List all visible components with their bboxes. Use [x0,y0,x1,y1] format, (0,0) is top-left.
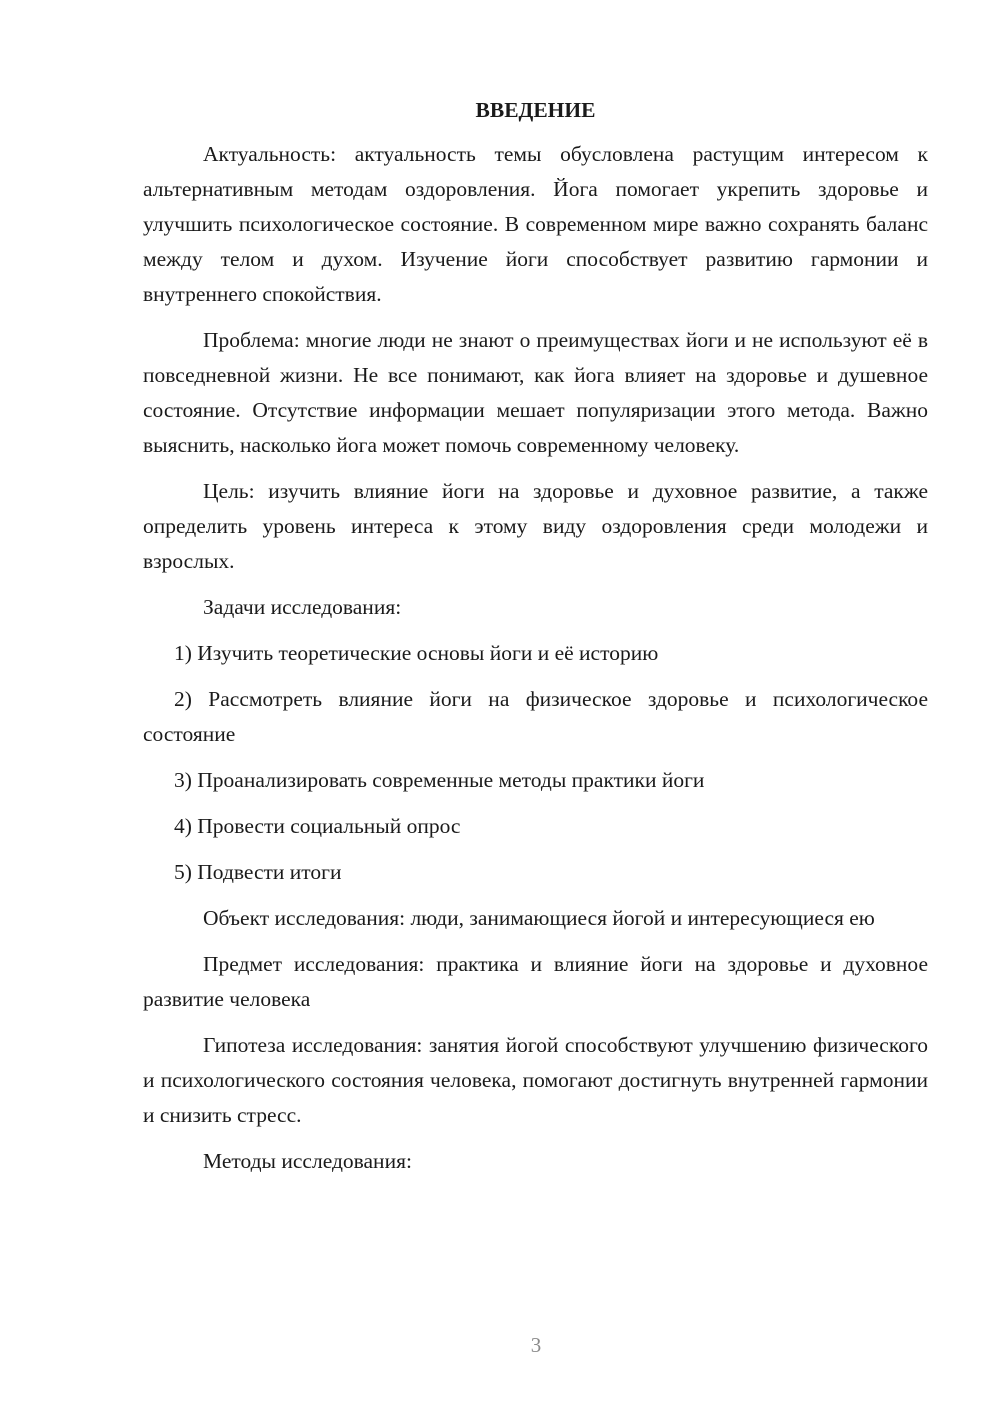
paragraph-object: Объект исследования: люди, занимающиеся йогой и интересующиеся ею [203,906,875,930]
paragraph-relevance: Актуальность: актуальность темы обусловлена растущим интересом к альтернативным методам оздоровления. Йога помогает укрепить здоровье и улучшить психологическое состояние. В современном мире важно сохранять баланс между телом и духом. Изучение йоги способствует развитию гармонии и внутреннего спокойствия. [143,142,928,306]
paragraph-subject: Предмет исследования: практика и влияние йоги на здоровье и духовное развитие человека [143,952,928,1011]
section-title: ВВЕДЕНИЕ [475,98,596,122]
task-item-5: 5) Подвести итоги [174,860,342,884]
page-number: 3 [530,1333,542,1357]
paragraph-problem: Проблема: многие люди не знают о преимуществах йоги и не используют её в повседневной жизни. Не все понимают, как йога влияет на здоровье и душевное состояние. Отсутствие информации мешает популяризации этого метода. Важно выяснить, насколько йога может помочь современному человеку. [143,328,928,457]
tasks-list [143,636,928,890]
methods-heading: Методы исследования: [203,1149,412,1173]
document-page [143,92,928,1190]
task-item-3: 3) Проанализировать современные методы практики йоги [174,768,705,792]
paragraph-goal: Цель: изучить влияние йоги на здоровье и духовное развитие, а также определить уровень интереса к этому виду оздоровления среди молодежи и взрослых. [143,479,928,573]
task-item-2: 2) Рассмотреть влияние йоги на физическое здоровье и психологическое состояние [143,687,928,746]
task-item-1: 1) Изучить теоретические основы йоги и её историю [174,641,659,665]
paragraph-hypothesis: Гипотеза исследования: занятия йогой способствуют улучшению физического и психологического состояния человека, помогают достигнуть внутренней гармонии и снизить стресс. [143,1033,928,1127]
tasks-heading: Задачи исследования: [203,595,402,619]
task-item-4: 4) Провести социальный опрос [174,814,461,838]
